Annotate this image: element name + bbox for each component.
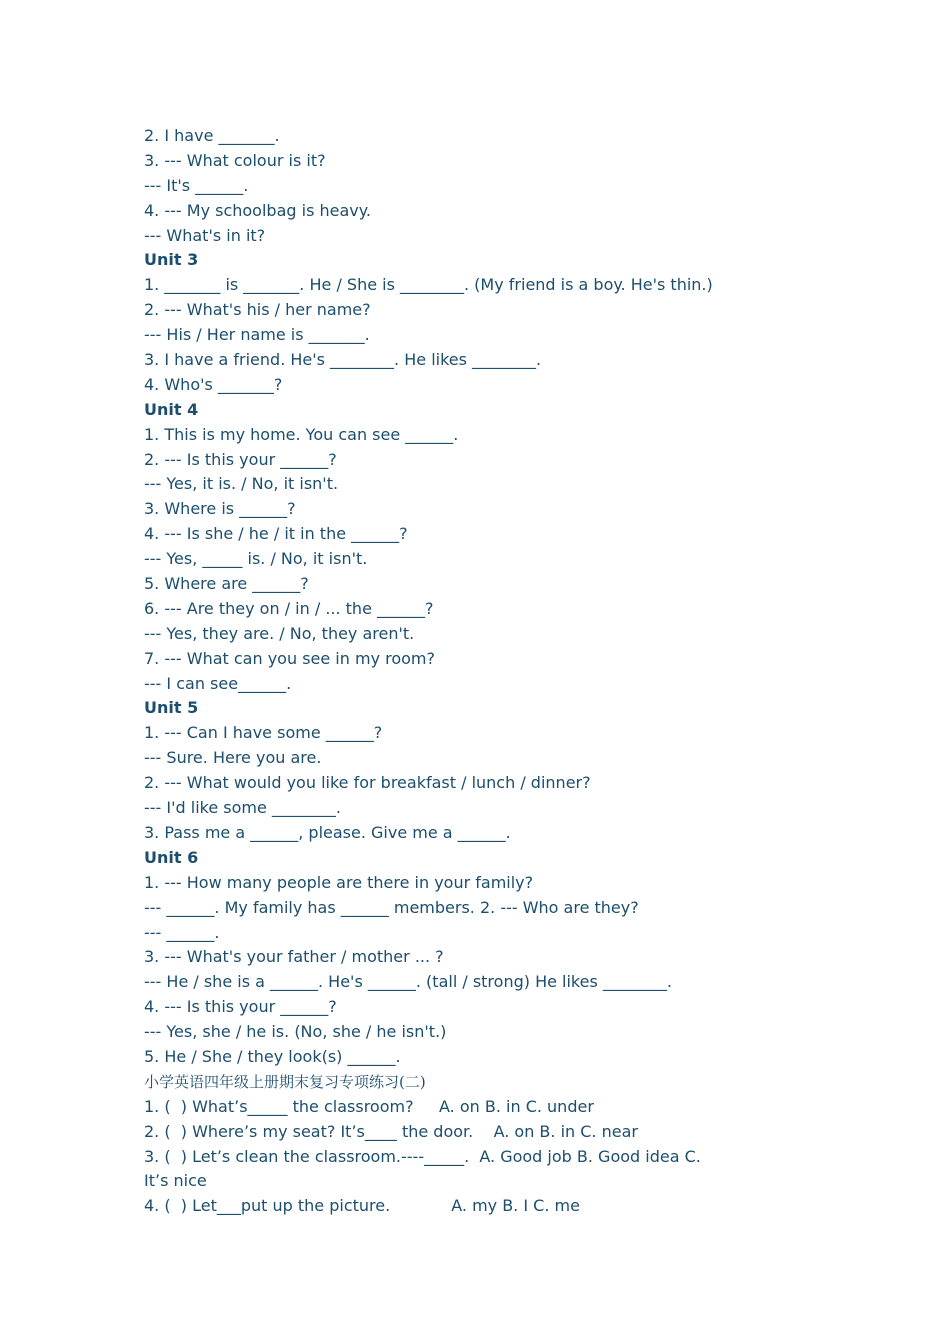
text-line: 3. I have a friend. He's ________. He likes ________. — [144, 350, 542, 370]
text-line: 2. --- What would you like for breakfast / lunch / dinner? — [144, 773, 591, 793]
document-page — [144, 124, 844, 1219]
text-line: --- His / Her name is _______. — [144, 325, 370, 345]
text-line: --- Yes, she / he is. (No, she / he isn't.) — [144, 1022, 447, 1042]
text-line: 5. He / She / they look(s) ______. — [144, 1046, 401, 1066]
question-line: 4. ( ) Let___put up the picture. A. my B. I C. me — [144, 1196, 580, 1216]
section-heading: Unit 6 — [144, 847, 199, 867]
text-line: --- I can see______. — [144, 673, 292, 693]
text-line: --- ______. — [144, 922, 220, 942]
section-heading: Unit 3 — [144, 250, 199, 270]
text-line: --- ______. My family has ______ members. 2. --- Who are they? — [144, 897, 639, 917]
question-line: It’s nice — [144, 1171, 207, 1191]
section-heading: Unit 5 — [144, 698, 199, 718]
text-line: 4. Who's _______? — [144, 374, 283, 394]
text-line: 1. --- Can I have some ______? — [144, 723, 383, 743]
text-line: 7. --- What can you see in my room? — [144, 648, 435, 668]
text-line: 2. I have _______. — [144, 126, 280, 145]
text-line: --- What's in it? — [144, 225, 266, 245]
text-line: 6. --- Are they on / in / ... the ______? — [144, 598, 434, 618]
text-line: 3. Pass me a ______, please. Give me a ______. — [144, 822, 511, 842]
text-line: --- I'd like some ________. — [144, 798, 342, 818]
text-line: --- Sure. Here you are. — [144, 748, 322, 768]
text-line: 3. Where is ______? — [144, 499, 296, 519]
question-line: 1. ( ) What’s_____ the classroom? A. on B. in C. under — [144, 1096, 594, 1116]
text-line: --- Yes, they are. / No, they aren't. — [144, 623, 415, 643]
text-line: 2. --- Is this your ______? — [144, 449, 337, 469]
text-line: --- Yes, _____ is. / No, it isn't. — [144, 549, 368, 569]
text-line: --- Yes, it is. / No, it isn't. — [144, 474, 339, 494]
text-line: 1. This is my home. You can see ______. — [144, 424, 459, 444]
section-heading: Unit 4 — [144, 399, 199, 419]
question-line: 3. ( ) Let’s clean the classroom.----_____. A. Good job B. Good idea C. — [144, 1146, 701, 1166]
text-line: 1. _______ is _______. He / She is ________. (My friend is a boy. He's thin.) — [144, 275, 713, 295]
text-line: --- He / she is a ______. He's ______. (tall / strong) He likes ________. — [144, 972, 672, 992]
text-line: 3. --- What's your father / mother ... ? — [144, 947, 444, 967]
text-line: 4. --- Is this your ______? — [144, 997, 337, 1017]
text-line: 4. --- My schoolbag is heavy. — [144, 200, 372, 220]
exercise-title: 小学英语四年级上册期末复习专项练习(二) — [144, 1072, 426, 1091]
text-line: 5. Where are ______? — [144, 574, 309, 594]
text-line: 2. --- What's his / her name? — [144, 300, 371, 320]
text-line: --- It's ______. — [144, 175, 249, 195]
text-line: 3. --- What colour is it? — [144, 150, 326, 170]
text-line: 1. --- How many people are there in your family? — [144, 872, 534, 892]
text-line: 4. --- Is she / he / it in the ______? — [144, 524, 408, 544]
question-line: 2. ( ) Where’s my seat? It’s____ the door. A. on B. in C. near — [144, 1121, 638, 1141]
